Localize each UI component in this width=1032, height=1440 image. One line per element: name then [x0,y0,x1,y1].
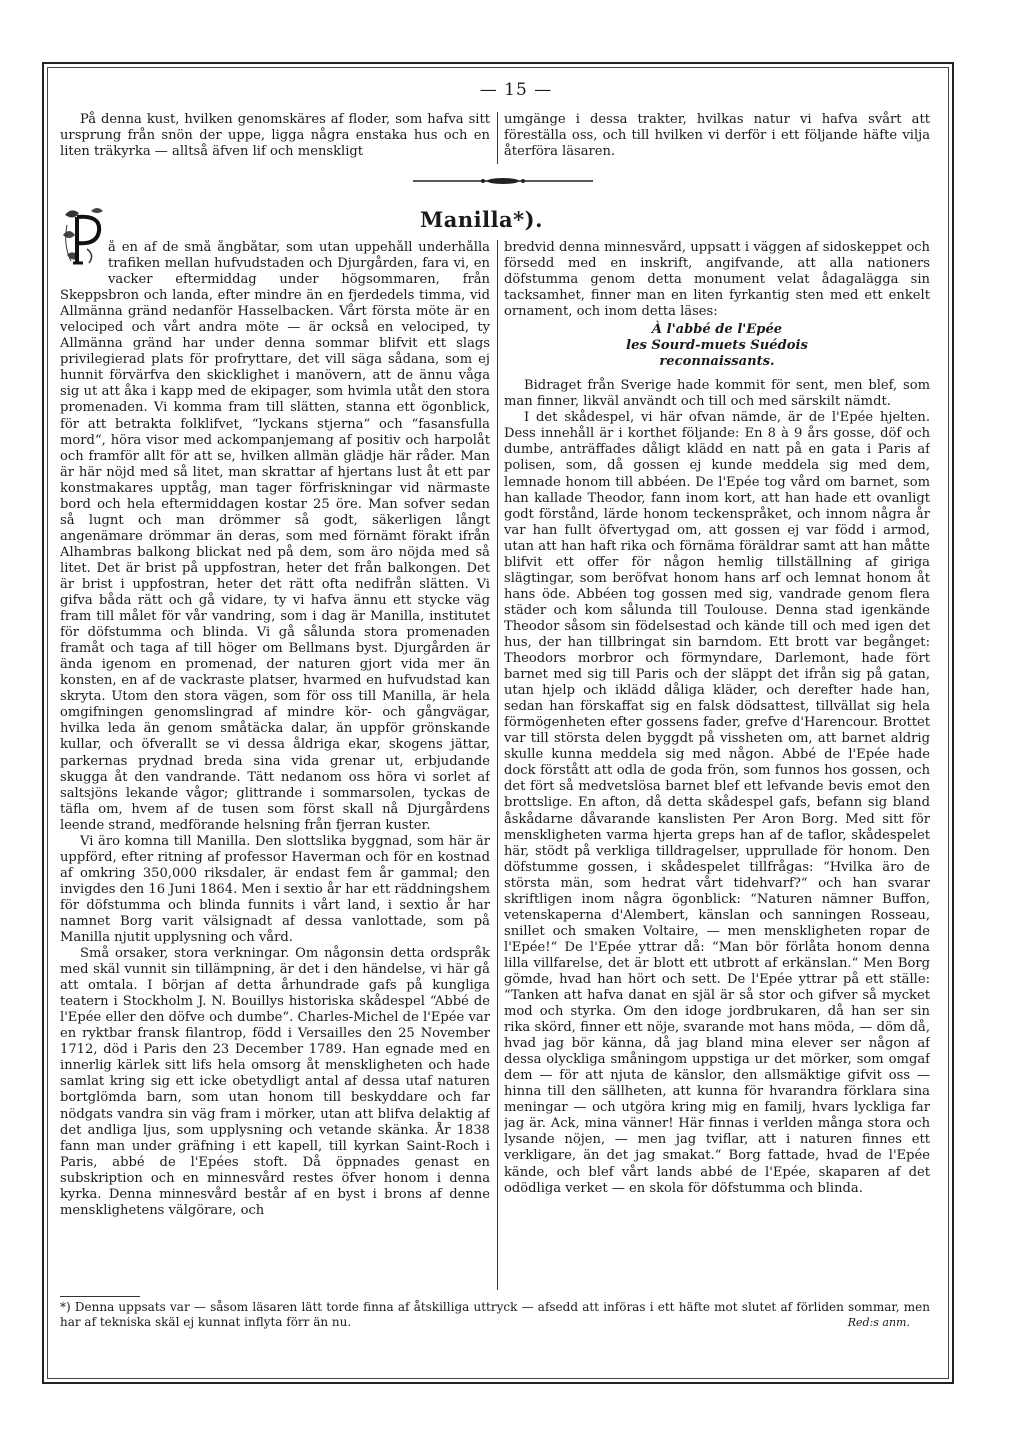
footnote [60,1300,930,1330]
article-paragraph-2: Vi äro komna till Manilla. Den slottslika byggnad, som här är uppförd, efter ritning af professor Haverman och för en kostnad af omkring 350,000 riksdaler, är endast fem år gammal; den invigdes den 16 Juni 1864. Men i sextio år har ett räddningshem för döfstumma och blinda funnits i vårt land, i sextio år har namnet Borg varit välsignadt af dessa vanlottade, som på Manilla njutit upplysning och vård. [60,833,490,946]
top-left-column [60,112,490,160]
article-left-column [60,240,490,1295]
article-right-paragraph-1: Bidraget från Sverige hade kommit för sent, men blef, som man finner, likväl användt och till och med särskilt nämdt. [504,378,930,410]
epitaph-inscription [504,322,930,370]
dropcap-space [60,240,108,286]
epitaph-line-3: reconnaissants. [659,354,775,370]
ornamental-rule-icon [413,176,593,186]
footnote-text: *) Denna uppsats var — såsom läsaren lätt torde finna af åtskilliga uttryck — afsedd att införas i ett häfte mot slutet af förliden sommar, men har af tekniska skäl ej kunnat inflyta förr än nu. [60,1300,930,1329]
epitaph-line-2: les Sourd-muets Suédois [626,338,808,354]
article-right-intro: bredvid denna minnesvård, uppsatt i väggen af sidoskeppet och försedd med en inskrift, angifvande, att alla nationers döfstumma genom detta monument velat ådagalägga sin tacksamhet, finner man en liten fyrkantig sten med ett enkelt ornament, och inom detta läses: [504,240,930,320]
footnote-rule [60,1296,140,1297]
article-paragraph-3: Små orsaker, stora verkningar. Om någonsin detta ordspråk med skäl vunnit sin tillämpning, är det i den händelse, vi här gå att omtala. I början af detta århundrade gafs på kungliga teatern i Stockholm J. N. Bouillys historiska skådespel “Abbé de l'Epée eller den döfve och dumbe“. Charles-Michel de l'Epée var en ryktbar fransk filantrop, född i Versailles den 25 November 1712, död i Paris den 23 December 1789. Han egnade med en innerlig kärlek sitt lifs hela omsorg åt menskligheten och hade samlat kring sig ett icke obetydligt antal af dessa utaf naturen bortglömda barn, som utan honom till beskyddare och far nödgats vandra sin väg fram i mörker, utan att blifva delaktig af det andliga ljus, som upplysning och vetande skänka. År 1838 fann man under gräfning i ett kapell, till kyrkan Saint-Roch i Paris, abbé de l'Epées stoft. Då öppnades genast en subskription och en minnesvård restes öfver honom i denna kyrka. Denna minnesvård består af en byst i brons af denne mensklighetens välgörare, och [60,946,490,1218]
epitaph-line-1: À l'abbé de l'Epée [651,322,783,338]
top-right-paragraph: umgänge i dessa trakter, hvilkas natur vi hafva svårt att föreställa oss, och till hvilken vi derför i ett följande häfte vilja återföra läsaren. [504,112,930,160]
article-paragraph-1: å en af de små ångbåtar, som utan uppehåll underhålla trafiken mellan hufvudstaden och Djurgården, fara vi, en vacker eftermiddag under högsommaren, från Skeppsbron och landa, efter mindre än en fjerdedels timma, vid Allmänna gränd nedanför Hasselbacken. Vårt första möte är en velociped och vårt andra möte — är också en velociped, ty Allmänna gränd har under denna sommar blifvit ett slags privilegierad plats för profryttare, det vill säga sådana, som ej hunnit förvärfva den skicklighet i manövern, att de ännu våga sig ut att åka i kapp med de ekipager, som hvimla utåt den stora promenaden. Vi komma fram till slätten, stanna ett ögonblick, för att betrakta folklifvet, “lyckans stjerna“ och “fasansfulla mord“, höra visor med ackompanjemang af positiv och harpolåt och framför allt för att se, hvilken allmän glädje här råder. Man är här nöjd med så litet, man skrattar af hjertans lust åt ett par konstmakares upptåg, man tager förfriskningar vid närmaste bord och hela eftermiddagen kostar 25 öre. Man sofver sedan så lugnt och man drömmer så godt, säkerligen långt angenämare drömmar än deras, som med förnämt förakt ifrån Alhambras balkong blickat ned på dem, som äro nöjda med så litet. Det är brist på uppfostran, heter det från balkongen. Det är brist i uppfostran, heter det rätt ofta nedifrån slätten. Vi gifva båda rätt och gå vidare, ty vi hafva ännu ett stycke väg fram till målet för vår vandring, som i dag är Manilla, institutet för döfstumma och blinda. Vi gå sålunda stora promenaden framåt och taga af till höger om Bellmans byst. Djurgården är ända igenom en promenad, der naturen gjort vida mer än konsten, en af de vackraste platser, hvarmed en hufvudstad kan skryta. Utom den stora vägen, som för oss till Manilla, är hela omgifningen genomslingrad af mindre kör- och gångvägar, hvilka leda än genom småtäcka dalar, än uppför grönskande kullar, och öfverallt se vi dessa åldriga ekar, skogens jättar, parkernas prydnad breda sina vida grenar ut, erbjudande skugga åt den vandrande. Tätt nedanom oss höra vi sorlet af saltsjöns lekande vågor; glittrande i sommarsolen, tyckas de täfla om, hvem af de tusen som först skall nå Djurgårdens leende strand, medförande helsning från fjerran kuster. [60,240,490,833]
article-right-paragraph-2: I det skådespel, vi här ofvan nämde, är de l'Epée hjelten. Dess innehåll är i korthet följande: En 8 à 9 års gosse, döf och dumbe, anträffades dåligt klädd en natt på en gata i Paris af polisen, som, då gossen ej kunde meddela sig med dem, lemnade honom till abbéen. De l'Epée tog vård om barnet, som han kallade Theodor, fann inom kort, att han hade ett ovanligt godt förstånd, lärde honom teckenspråket, och innom några år var han fullt öfvertygad om, att gossen ej var född i armod, utan att han haft rika och förnäma föräldrar samt att han måtte blifvit ett offer för någon hemlig tillställning af giriga slägtingar, som beröfvat honom hans arf och lemnat honom åt hans öde. Abbéen tog gossen med sig, vandrade genom flera städer och kom sålunda till Toulouse. Denna stad igenkände Theodor såsom sin födelsestad och kände till och med igen det hus, der han tillbringat sin barndom. Ett brott var begånget: Theodors morbror och förmyndare, Darlemont, hade fört barnet med sig till Paris och der släppt det ifrån sig på gatan, utan hjelp och iklädd dåliga kläder, och derefter hade han, sedan han förskaffat sig en falsk dödsattest, tillvällat sig hela förmögenheten efter gossens fader, grefve d'Harencour. Brottet var till största delen byggdt på vissheten om, att barnet aldrig skulle kunna meddela sig med någon. Abbé de l'Epée hade dock förstått att odla de goda frön, som funnos hos gossen, och det fört så medvetslösa barnet blef ett lefvande bevis emot den brottslige. En afton, då detta skådespel gafs, befann sig bland åskådarne dåvarande kanslisten Per Aron Borg. Med sitt för menskligheten varma hjerta greps han af de taflor, skådespelet här, stödt på verkliga tilldragelser, upprullade för honom. Den döfstumme gossen, i skådespelet tillfrågas: “Hvilka äro de största män, som hedrat vårt tidehvarf?“ och han svarar skriftligen inom några ögonblick: “Naturen nämner Buffon, vetenskaperna d'Alembert, känslan och sanningen Rosseau, snillet och smaken Voltaire, — men menskligheten ropar de l'Epée!“ De l'Epée yttrar då: “Man bör förlåta honom denna lilla villfarelse, det är blott ett utbrott af erkänslan.“ Men Borg gömde, hvad han hört och sett. De l'Epée yttrar på ett ställe: “Tanken att hafva danat en själ är så stor och gifver så mycket mod och styrka. Om den idoge jordbrukaren, då han ser sin rika skörd, finner ett nöje, svarande mot hans möda, — döm då, hvad jag bör känna, då jag bland mina elever ser någon af dessa olyckliga småningom uppstiga ur det mörker, som omgaf dem — för att njuta de känslor, den allsmäktige gifvit oss — hinna till den sällheten, att kunna för hvarandra förklara sina meningar — och utgöra kring mig en familj, hvars lyckliga far jag är. Ack, mina vänner! Här finnas i verlden många stora och lysande nöjen, — men jag tviflar, att i naturen finnes ett verkligare, än det jag smakat.“ Borg fattade, hvad de l'Epée kände, och blef vårt lands abbé de l'Epée, skaparen af det odödliga verket — en skola för döfstumma och blinda. [504,410,930,1196]
footnote-signoff: Red:s anm. [847,1316,910,1329]
top-right-column [504,112,930,160]
column-divider-main [497,240,498,1290]
article-title: Manilla*). [420,207,543,232]
page-number: — 15 — [479,80,553,100]
article-right-column [504,240,930,1295]
top-left-paragraph: På denna kust, hvilken genomskäres af floder, som hafva sitt ursprung från snön der uppe, ligga några enstaka hus och en liten träkyrka — alltså äfven lif och menskligt [60,112,490,160]
column-divider-top [497,112,498,164]
